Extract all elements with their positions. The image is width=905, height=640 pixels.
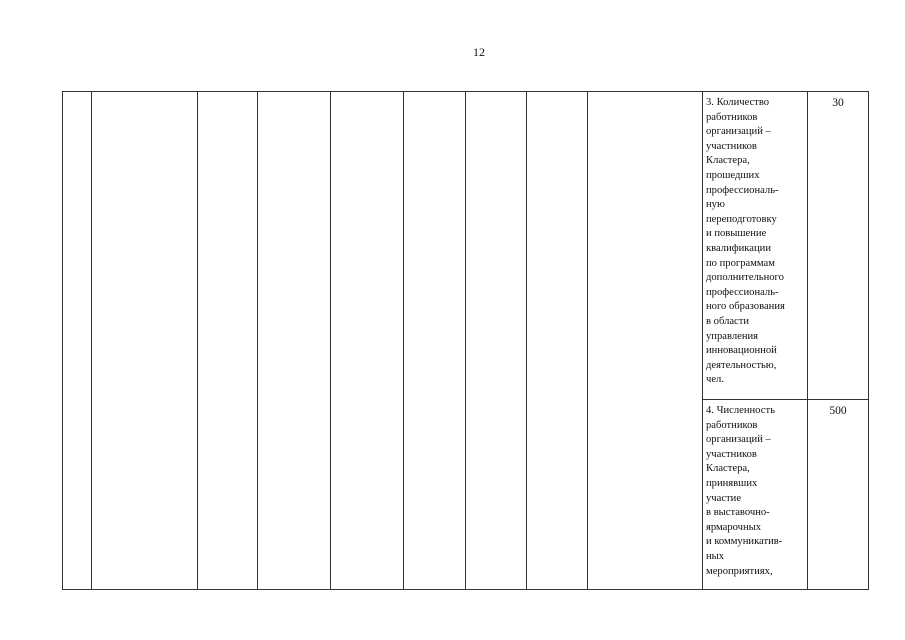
empty-cell-col6	[404, 92, 466, 590]
empty-cell-col9	[588, 92, 703, 590]
indicator-text-4: 4. Численность работников организаций – участников Кластера, принявших участие в выставочно- ярмарочных и коммуникатив- ных мероприятиях,	[703, 400, 808, 590]
empty-cell-col4	[258, 92, 331, 590]
empty-cell-col1	[63, 92, 92, 590]
indicator-text-3: 3. Количество работников организаций – участников Кластера, прошедших профессиональ- ную переподготовку и повышение квалификации по программам дополнительного профессиональ- ного образования в области управления инновационной деятельностью, чел.	[703, 92, 808, 400]
empty-cell-col5	[331, 92, 404, 590]
indicator-value-3: 30	[808, 92, 869, 400]
indicators-table	[62, 91, 869, 590]
empty-cell-col3	[198, 92, 258, 590]
page-number: 12	[473, 45, 485, 59]
empty-cell-col8	[527, 92, 588, 590]
empty-cell-col7	[466, 92, 527, 590]
empty-cell-col2	[92, 92, 198, 590]
table-row	[63, 92, 869, 400]
indicator-value-4: 500	[808, 400, 869, 590]
